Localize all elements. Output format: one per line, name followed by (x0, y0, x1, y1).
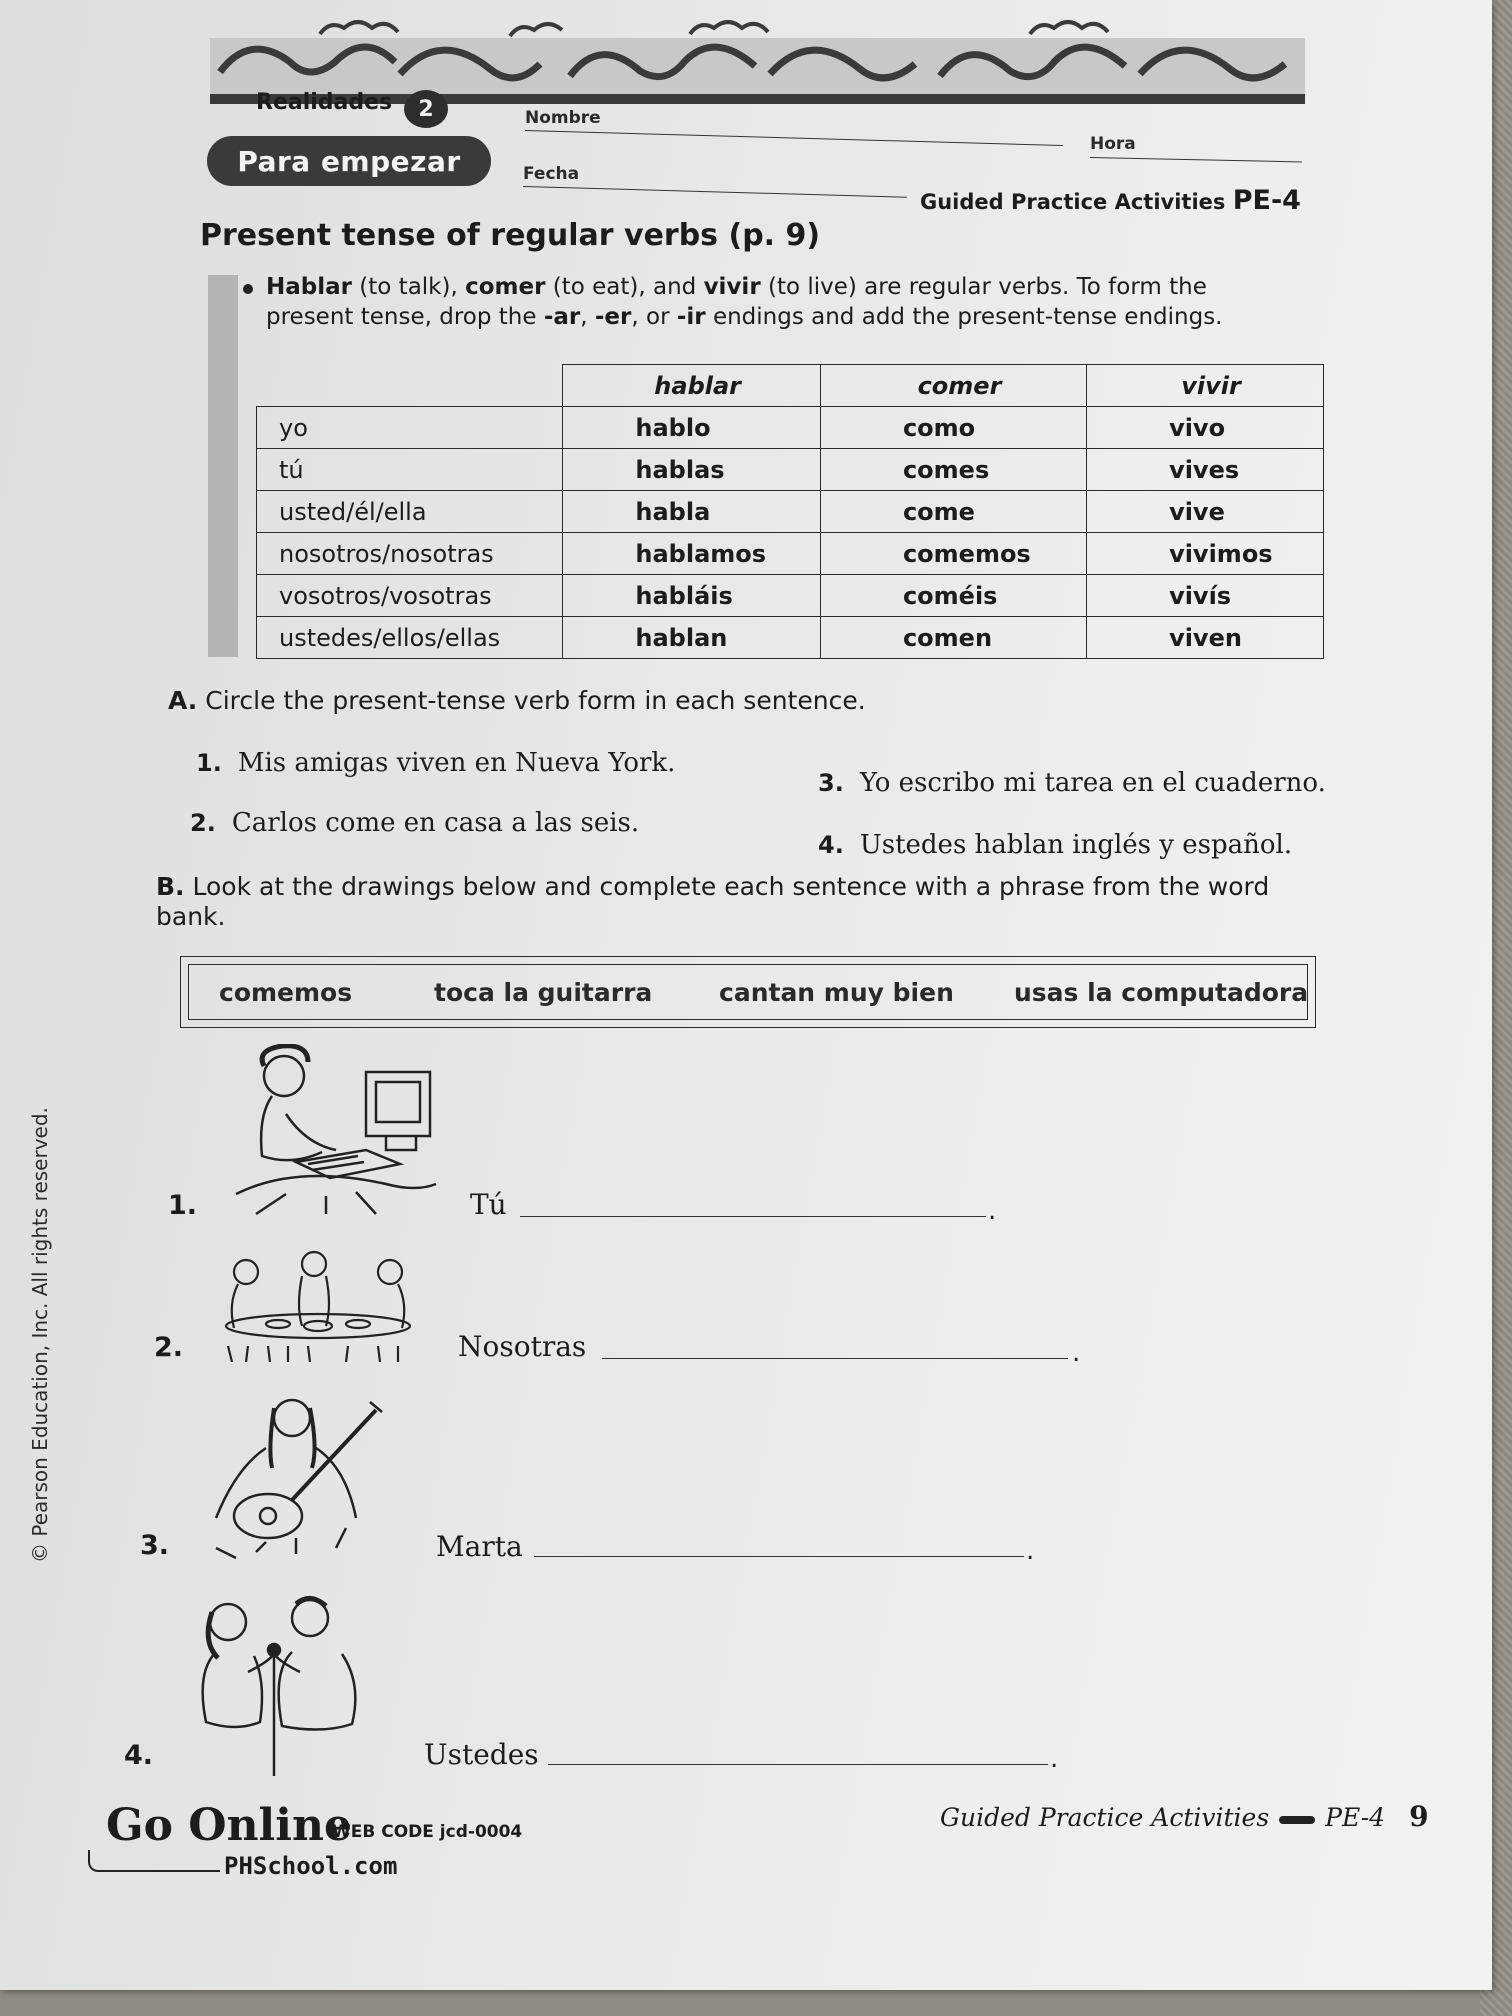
word-bank (180, 956, 1316, 1028)
word-bank-item: cantan muy bien (719, 977, 954, 1007)
verb-form-cell: vivo (1087, 407, 1324, 449)
answer-blank[interactable] (548, 1764, 1048, 1765)
period-mark: . (988, 1196, 997, 1226)
footer-divider-icon (1279, 1816, 1315, 1824)
verb-form-cell: vives (1087, 449, 1324, 491)
table-row (257, 491, 1324, 533)
intro-keyword: Hablar (266, 274, 352, 300)
fecha-label: Fecha (523, 164, 580, 184)
part-a-letter: A. (168, 686, 198, 715)
sentence-text[interactable]: Mis amigas viven en Nueva York. (237, 748, 676, 778)
sentence-text[interactable]: Ustedes hablan inglés y español. (859, 830, 1293, 860)
footer-activity-code: PE-4 (1325, 1803, 1386, 1832)
answer-blank[interactable] (602, 1358, 1068, 1359)
sentence-number: 2. (190, 809, 216, 837)
girl-at-computer-drawing (226, 1044, 442, 1216)
intro-text: endings and add the present-tense endings. (705, 304, 1223, 330)
web-code: WEB CODE jcd-0004 (332, 1822, 523, 1842)
item-subject: Ustedes (424, 1738, 539, 1771)
item-number: 1. (168, 1190, 198, 1221)
answer-blank[interactable] (520, 1216, 986, 1217)
sentence-text[interactable]: Carlos come en casa a las seis. (231, 808, 640, 838)
subject-pronoun-cell: tú (257, 449, 563, 491)
table-header: hablar (563, 365, 821, 407)
sentence-text[interactable]: Yo escribo mi tarea en el cuaderno. (859, 768, 1326, 798)
chapter-tab: Para empezar (207, 136, 491, 186)
singers-drawing (188, 1592, 372, 1776)
activity-code: PE-4 (1232, 185, 1301, 216)
word-bank-item: toca la guitarra (434, 977, 653, 1007)
copyright-credit: © Pearson Education, Inc. All rights reserved. (28, 1107, 52, 1563)
item-subject: Marta (436, 1530, 523, 1563)
period-mark: . (1050, 1744, 1059, 1774)
nombre-label: Nombre (525, 108, 601, 128)
go-online-swoosh (88, 1850, 220, 1872)
verb-form-cell: vive (1087, 491, 1324, 533)
item-number: 4. (124, 1740, 154, 1771)
bullet-icon (243, 284, 253, 294)
verb-form-cell: hablan (563, 617, 821, 659)
grade-bar (208, 275, 238, 657)
word-bank-item: usas la computadora (1014, 977, 1309, 1007)
answer-blank[interactable] (534, 1556, 1024, 1557)
intro-text: , or (631, 304, 677, 330)
sentence-number: 3. (818, 769, 844, 797)
page-number: 9 (1409, 1800, 1429, 1833)
site-link[interactable]: PHSchool.com (224, 1852, 398, 1880)
intro-paragraph (266, 272, 1286, 332)
part-a-instruction (168, 686, 866, 716)
intro-keyword: -er (594, 304, 632, 330)
verb-form-cell: comemos (820, 533, 1086, 575)
activity-title-text: Guided Practice Activities (920, 190, 1226, 214)
sentence-item[interactable] (196, 748, 675, 778)
table-row (257, 407, 1324, 449)
footer-page-info (940, 1800, 1429, 1833)
sentence-item[interactable] (818, 830, 1292, 860)
verb-form-cell: hablamos (563, 533, 821, 575)
sentence-item[interactable] (190, 808, 639, 838)
part-b-letter: B. (156, 872, 185, 901)
girls-eating-drawing (218, 1250, 418, 1362)
nombre-line[interactable] (525, 130, 1063, 146)
verb-form-cell: coméis (820, 575, 1086, 617)
verb-form-cell: hablas (563, 449, 821, 491)
part-b-text: Look at the drawings below and complete each sentence with a phrase from the word bank. (156, 872, 1270, 931)
verb-form-cell: vivís (1087, 575, 1324, 617)
sentence-item[interactable] (818, 768, 1326, 798)
item-subject: Tú (470, 1188, 507, 1221)
intro-text: , (580, 304, 595, 330)
verb-form-cell: como (820, 407, 1086, 449)
verb-form-cell: viven (1087, 617, 1324, 659)
item-subject: Nosotras (458, 1330, 587, 1363)
table-corner (257, 365, 563, 407)
table-row (257, 575, 1324, 617)
table-row (257, 533, 1324, 575)
table-header: comer (820, 365, 1086, 407)
table-row (257, 617, 1324, 659)
section-title: Present tense of regular verbs (p. 9) (200, 218, 821, 253)
verb-form-cell: comes (820, 449, 1086, 491)
period-mark: . (1072, 1338, 1081, 1368)
verb-form-cell: come (820, 491, 1086, 533)
level-badge: 2 (404, 90, 448, 128)
part-a-text: Circle the present-tense verb form in each sentence. (205, 686, 866, 715)
intro-keyword: -ir (676, 304, 706, 330)
guitar-player-drawing (196, 1388, 392, 1560)
verb-form-cell: hablo (563, 407, 821, 449)
word-bank-item: comemos (219, 977, 353, 1007)
subject-pronoun-cell: yo (257, 407, 563, 449)
intro-keyword: comer (465, 274, 546, 300)
subject-pronoun-cell: ustedes/ellos/ellas (257, 617, 563, 659)
sentence-number: 4. (818, 831, 844, 859)
intro-text: (to eat), and (545, 274, 704, 300)
verb-form-cell: vivimos (1087, 533, 1324, 575)
subject-pronoun-cell: nosotros/nosotras (257, 533, 563, 575)
footer-activity-label: Guided Practice Activities (940, 1803, 1270, 1832)
item-number: 2. (154, 1332, 184, 1363)
item-number: 3. (140, 1530, 170, 1561)
part-b-instruction (156, 872, 1336, 932)
verb-form-cell: habla (563, 491, 821, 533)
conjugation-table (256, 364, 1324, 659)
intro-text: (to talk), (351, 274, 466, 300)
hora-label: Hora (1090, 134, 1136, 154)
intro-keyword: vivir (703, 274, 761, 300)
activity-title (920, 185, 1301, 216)
hora-line[interactable] (1090, 157, 1302, 162)
subject-pronoun-cell: usted/él/ella (257, 491, 563, 533)
verb-form-cell: habláis (563, 575, 821, 617)
subject-pronoun-cell: vosotros/vosotras (257, 575, 563, 617)
period-mark: . (1026, 1536, 1035, 1566)
table-row (257, 449, 1324, 491)
intro-keyword: -ar (543, 304, 581, 330)
table-header: vivir (1087, 365, 1324, 407)
verb-form-cell: comen (820, 617, 1086, 659)
table-header-row (257, 365, 1324, 407)
series-label: Realidades (256, 90, 393, 115)
go-online-text: Go Online (106, 1800, 352, 1851)
sentence-number: 1. (196, 749, 222, 777)
intro-text: (to live) are regular verbs. To form the present tense, drop the (266, 274, 1207, 330)
fecha-line[interactable] (523, 186, 907, 198)
